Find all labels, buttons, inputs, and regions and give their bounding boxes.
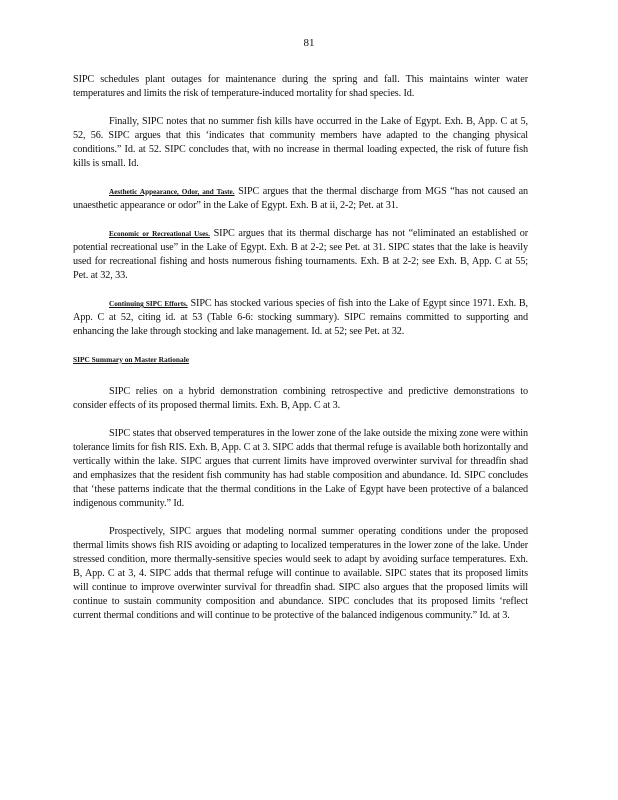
subheading-aesthetic: Aesthetic Appearance, Odor, and Taste. [109,188,235,196]
subheading-recreational: Economic or Recreational Uses. [109,230,210,238]
document-body [73,73,528,637]
paragraph-hybrid: SIPC relies on a hybrid demonstration combining retrospective and predictive demonstrations to consider effects of its proposed thermal limits. Exh. B, App. C at 3. [73,386,528,411]
section-heading: SIPC Summary on Master Rationale [73,355,190,364]
page-number: 81 [303,37,315,49]
paragraph-outages: SIPC schedules plant outages for maintenance during the spring and fall. This maintains winter water temperatures and limits the risk of temperature-induced mortality for shad species. Id. [73,74,528,99]
paragraph-efforts-text: SIPC has stocked various species of fish into the Lake of Egypt since 1971. Exh. B, App. C at 52, citing id. at 53 (Table 6-6: stocking summary). SIPC remains committed to supporting and enhancing the lake through stocking and lake management. Id. at 52; see Pet. at 32. [73,298,529,337]
paragraph-aesthetic-text: SIPC argues that the thermal discharge from MGS “has not caused an unaesthetic appearance or odor” in the Lake of Egypt. Exh. B at ii, 2-2; Pet. at 31. [73,186,528,211]
paragraph-retrospective: SIPC states that observed temperatures in the lower zone of the lake outside the mixing zone were within tolerance limits for fish RIS. Exh. B, App. C at 3. SIPC adds that thermal refuge is available both horizontally and vertically within the lake. SIPC argues that current limits have improved overwinter survival for threadfin shad and emphasizes that the resident fish community has had stable composition and abundance. Id. SIPC concludes that ‘these patterns indicate that the thermal conditions in the Lake of Egypt have been protective of a balanced indigenous community.” Id. [73,428,528,509]
paragraph-efforts [73,297,528,339]
paragraph-prospective: Prospectively, SIPC argues that modeling normal summer operating conditions under the proposed thermal limits shows fish RIS avoiding or adapting to localized temperatures in the lower zone of the lake. Under stressed condition, more thermally-sensitive species would seek to adapt by avoiding surface temperatures. Exh. B, App. C at 3, 4. SIPC adds that thermal refuge will continue to available. SIPC states that its proposed limits will continue to improve overwinter survival for threadfin shad. SIPC also argues that the proposed limits will continue to sustain community composition and abundance. SIPC concludes that its proposed limits ‘reflect current thermal conditions and will continue to be protective of the balanced indigenous community.” Id. at 3. [73,526,528,621]
paragraph-aesthetic [73,185,528,213]
paragraph-recreational [73,227,528,283]
paragraph-fish-kills: Finally, SIPC notes that no summer fish kills have occurred in the Lake of Egypt. Exh. B, App. C at 5, 52, 56. SIPC argues that this ‘indicates that community members have adapted to the changing physical conditions.” Id. at 52. SIPC concludes that, with no increase in thermal loading expected, the risk of future fish kills is small. Id. [73,116,528,169]
subheading-efforts: Continuing SIPC Efforts. [109,300,188,308]
paragraph-recreational-text: SIPC argues that its thermal discharge has not “eliminated an established or potential recreational use” in the Lake of Egypt. Exh. B at 2-2; see Pet. at 31. SIPC states that the lake is heavily used for recreational fishing and hosts numerous fishing tournaments. Exh. B at 2-2; see Exh. B, App. C at 55; Pet. at 32, 33. [73,228,528,281]
